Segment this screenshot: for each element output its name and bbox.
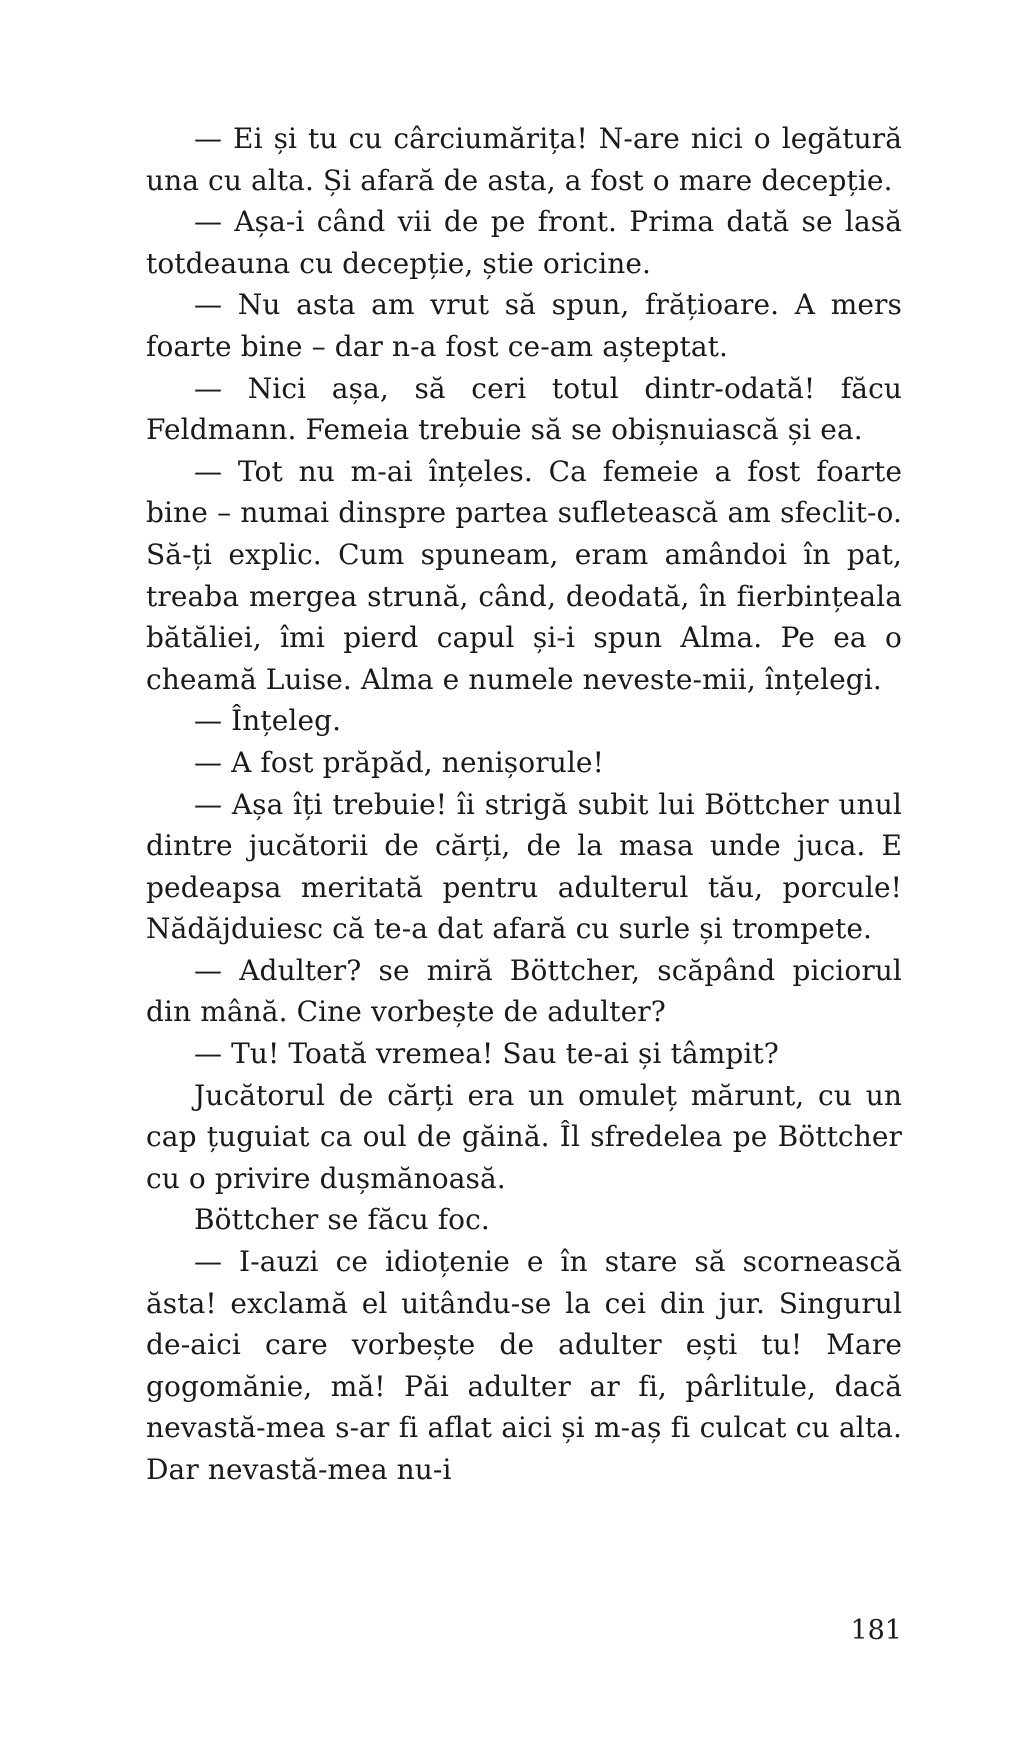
paragraph-1: — Ei și tu cu cârciumărița! N-are nici o legătură una cu alta. Și afară de asta, a fost o mare decepție. [146, 122, 902, 197]
page-number: 181 [850, 1615, 902, 1646]
paragraph-12: Böttcher se făcu foc. [194, 1203, 490, 1237]
paragraph-13: — I-auzi ce idioțenie e în stare să scornească ăsta! exclamă el uitându-se la cei din jur. Singurul de-aici care vorbește de adulter ești tu! Mare gogomănie, mă! Păi adulter ar fi, pârlitule, dacă nevastă-mea s-ar fi aflat aici și m-aș fi culcat cu alta. Dar nevastă-mea nu-i [146, 1245, 902, 1486]
body-text [146, 118, 902, 1491]
paragraph-2: — Așa-i când vii de pe front. Prima dată se lasă totdeauna cu decepție, știe oricine. [146, 205, 902, 280]
paragraph-7: — A fost prăpăd, nenișorule! [194, 745, 604, 779]
paragraph-10: — Tu! Toată vremea! Sau te-ai și tâmpit? [194, 1037, 779, 1071]
paragraph-8: — Așa îți trebuie! îi strigă subit lui Böttcher unul dintre jucătorii de cărți, de la masa unde juca. E pedeapsa meritată pentru adulterul tău, porcule! Nădăjduiesc că te-a dat afară cu surle și trompete. [146, 787, 902, 946]
paragraph-3: — Nu asta am vrut să spun, frățioare. A mers foarte bine – dar n-a fost ce-am așteptat. [146, 288, 902, 363]
paragraph-9: — Adulter? se miră Böttcher, scăpând piciorul din mână. Cine vorbește de adulter? [146, 953, 902, 1029]
paragraph-4: — Nici așa, să ceri totul dintr-odată! făcu Feldmann. Femeia trebuie să se obișnuiască și ea. [146, 371, 902, 447]
paragraph-11: Jucătorul de cărți era un omuleț mărunt, cu un cap țuguiat ca oul de găină. Îl sfredelea pe Böttcher cu o privire dușmănoasă. [146, 1078, 902, 1195]
paragraph-6: — Înțeleg. [194, 704, 342, 738]
paragraph-5: — Tot nu m-ai înțeles. Ca femeie a fost foarte bine – numai dinspre partea sufletească am sfeclit-o. Să-ți explic. Cum spuneam, eram amândoi în pat, treaba mergea strună, când, deodată, în fierbințeala bătăliei, îmi pierd capul și-i spun Alma. Pe ea o cheamă Luise. Alma e numele neveste-mii, înțelegi. [146, 454, 902, 696]
